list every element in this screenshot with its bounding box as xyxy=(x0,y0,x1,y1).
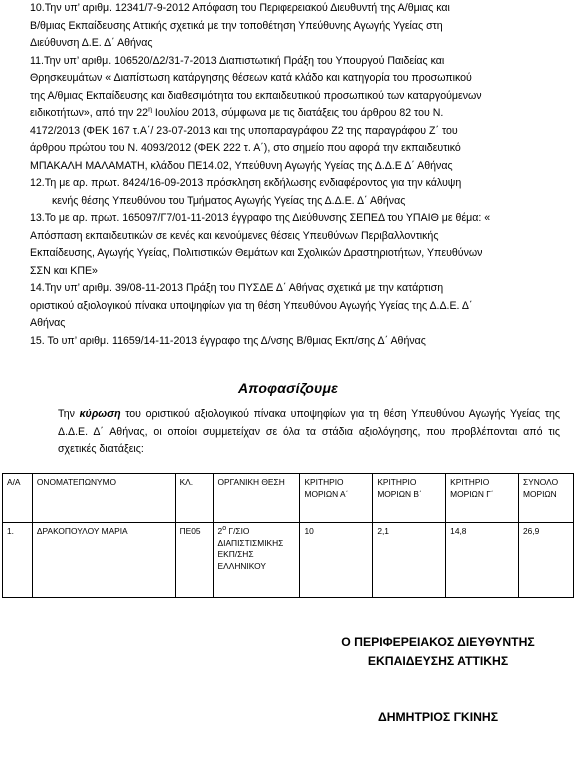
item-line: οριστικού αξιολογικού πίνακα υποψηφίων για τη θέση Υπευθύνου Αγωγής Υγείας της Δ.Δ.Ε. Δ΄ xyxy=(30,299,473,312)
decision-paragraph xyxy=(58,406,560,459)
header-total: ΣΥΝΟΛΟ ΜΟΡΙΩΝ xyxy=(519,474,574,523)
cell-criterion-b: 2,1 xyxy=(373,523,446,598)
table-row xyxy=(3,523,574,598)
header-organiki-thesi: ΟΡΓΑΝΙΚΗ ΘΕΣΗ xyxy=(213,474,300,523)
item-line: Απόσπαση εκπαιδευτικών σε κενές και κενούμενες θέσεις Υπευθύνων Περιβαλλοντικής xyxy=(30,229,439,242)
item-line: 10.Την υπ’ αριθμ. 12341/7-9-2012 Απόφαση του Περιφερειακού Διευθυντή της Α/θμιας και xyxy=(30,2,450,14)
item-line: 11.Την υπ’ αριθμ. 106520/Δ2/31-7-2013 Διαπιστωτική Πράξη του Υπουργού Παιδείας και xyxy=(30,54,445,67)
item-line: Β/θμιας Εκπαίδευσης Αττικής σχετικά με την τοποθέτηση Υπεύθυνης Αγωγής Υγείας στη xyxy=(30,19,443,32)
cell-criterion-a: 10 xyxy=(300,523,373,598)
consideration-item-12 xyxy=(30,175,564,210)
item-line xyxy=(30,105,564,123)
item-line: Εκπαίδευσης, Αγωγής Υγείας, Πολιτιστικών Θεμάτων και Σχολικών Δραστηριοτήτων, Υπευθύνων xyxy=(30,247,483,259)
header-criterion-b: ΚΡΙΤΗΡΙΟ ΜΟΡΙΩΝ Β΄ xyxy=(373,474,446,523)
header-aa: Α/Α xyxy=(3,474,33,523)
table-header-row xyxy=(3,474,574,523)
thesi-text: Γ/ΣΙΟ ΔΙΑΠΙΣΤΙΣΜΙΚΗΣ ΕΚΠ/ΣΗΣ ΕΛΛΗΝΙΚΟΥ xyxy=(217,526,284,571)
cell-name: ΔΡΑΚΟΠΟΥΛΟΥ ΜΑΡΙΑ xyxy=(32,523,175,598)
cell-aa: 1. xyxy=(3,523,33,598)
decision-text: του οριστικού αξιολογικού πίνακα υποψηφίων για τη θέση Υπευθύνου Αγωγής Υγείας της Δ.Δ.Ε. Δ΄ Αθήνας, οι οποίοι συμμετείχαν σε όλα τα στάδια αξιολόγησης, που προβλέπονται από τις σχετικές διατάξεις: xyxy=(58,408,560,455)
header-name: ΟΝΟΜΑΤΕΠΩΝΥΜΟ xyxy=(32,474,175,523)
item-line: άρθρου πρώτου του Ν. 4093/2012 (ΦΕΚ 222 τ. Α΄), στο σημείο που αφορά την εκπαιδευτικό xyxy=(30,142,461,154)
item-line: Αθήνας xyxy=(30,317,66,329)
consideration-item-14 xyxy=(30,280,564,333)
item-text: ειδικοτήτων», από την 22 xyxy=(30,107,149,119)
header-klados: ΚΛ. xyxy=(175,474,213,523)
consideration-item-15 xyxy=(30,333,564,351)
item-line: Διεύθυνση Δ.Ε. Δ΄ Αθήνας xyxy=(30,37,153,49)
item-line: 14.Την υπ’ αριθμ. 39/08-11-2013 Πράξη του ΠΥΣΔΕ Δ΄ Αθήνας σχετικά με την κατάρτιση xyxy=(30,282,444,294)
superscript: η xyxy=(148,106,152,114)
cell-klados: ΠΕ05 xyxy=(175,523,213,598)
signatory-title-line2: ΕΚΠΑΙΔΕΥΣΗΣ ΑΤΤΙΚΗΣ xyxy=(367,654,509,668)
cell-total: 26,9 xyxy=(519,523,574,598)
decision-prefix: Την xyxy=(58,408,80,420)
item-line: Θρησκευμάτων « Διαπίστωση κατάργησης θέσεων κατά κλάδο και κατηγορία του προσωπικού xyxy=(30,72,472,84)
item-text: Ιουλίου 2013, σύμφωνα με τις διατάξεις του άρθρου 82 του Ν. xyxy=(151,107,444,119)
item-line: ΜΠΑΚΑΛΗ ΜΑΛΑΜΑΤΗ, κλάδου ΠΕ14.02, Υπεύθυνη Αγωγής Υγείας της Δ.Δ.Ε Δ΄ Αθήνας xyxy=(30,159,453,172)
header-criterion-c: ΚΡΙΤΗΡΙΟ ΜΟΡΙΩΝ Γ΄ xyxy=(446,474,519,523)
item-line: 12.Τη με αρ. πρωτ. 8424/16-09-2013 πρόσκληση εκδήλωσης ενδιαφέροντος για την κάλυψη xyxy=(30,177,462,189)
candidates-table xyxy=(2,473,574,598)
signatory-title-line1: Ο ΠΕΡΙΦΕΡΕΙΑΚΟΣ ΔΙΕΥΘΥΝΤΗΣ xyxy=(341,635,535,649)
considerations-list xyxy=(30,0,564,350)
signatory-title xyxy=(300,633,576,671)
signatory-name: ΔΗΜΗΤΡΙΟΣ ΓΚΙΝΗΣ xyxy=(377,710,499,724)
header-criterion-a: ΚΡΙΤΗΡΙΟ ΜΟΡΙΩΝ Α΄ xyxy=(300,474,373,523)
thesi-number: 2 xyxy=(217,526,223,536)
cell-organiki-thesi xyxy=(213,523,300,598)
cell-criterion-c: 14,8 xyxy=(446,523,519,598)
consideration-item-13 xyxy=(30,210,564,280)
item-line: 4172/2013 (ΦΕΚ 167 τ.Α΄/ 23-07-2013 και της υποπαραγράφου Ζ2 της παραγράφου Ζ΄ του xyxy=(30,124,458,137)
consideration-item-11 xyxy=(30,53,564,176)
item-line: της Α/θμιας Εκπαίδευσης και διαθεσιμότητα του εκπαιδευτικού προσωπικού των καταργούμενων xyxy=(30,89,482,102)
item-line: κενής θέσης Υπευθύνου του Τμήματος Αγωγής Υγείας της Δ.Δ.Ε. Δ΄ Αθήνας xyxy=(52,194,406,207)
decision-bold-word: κύρωση xyxy=(79,408,121,420)
item-line: 13.Το με αρ. πρωτ. 165097/Γ7/01-11-2013 έγγραφο της Διεύθυνσης ΣΕΠΕΔ του ΥΠΑΙΘ με θέμα: « xyxy=(30,212,491,224)
item-line: ΣΣΝ και ΚΠΕ» xyxy=(30,264,98,277)
decision-heading: Αποφασίζουμε xyxy=(237,380,339,396)
consideration-item-10 xyxy=(30,0,564,53)
thesi-superscript: ο xyxy=(222,525,227,533)
item-line: 15. Το υπ’ αριθμ. 11659/14-11-2013 έγγραφο της Δ/νσης Β/θμιας Εκπ/σης Δ΄ Αθήνας xyxy=(30,334,426,347)
